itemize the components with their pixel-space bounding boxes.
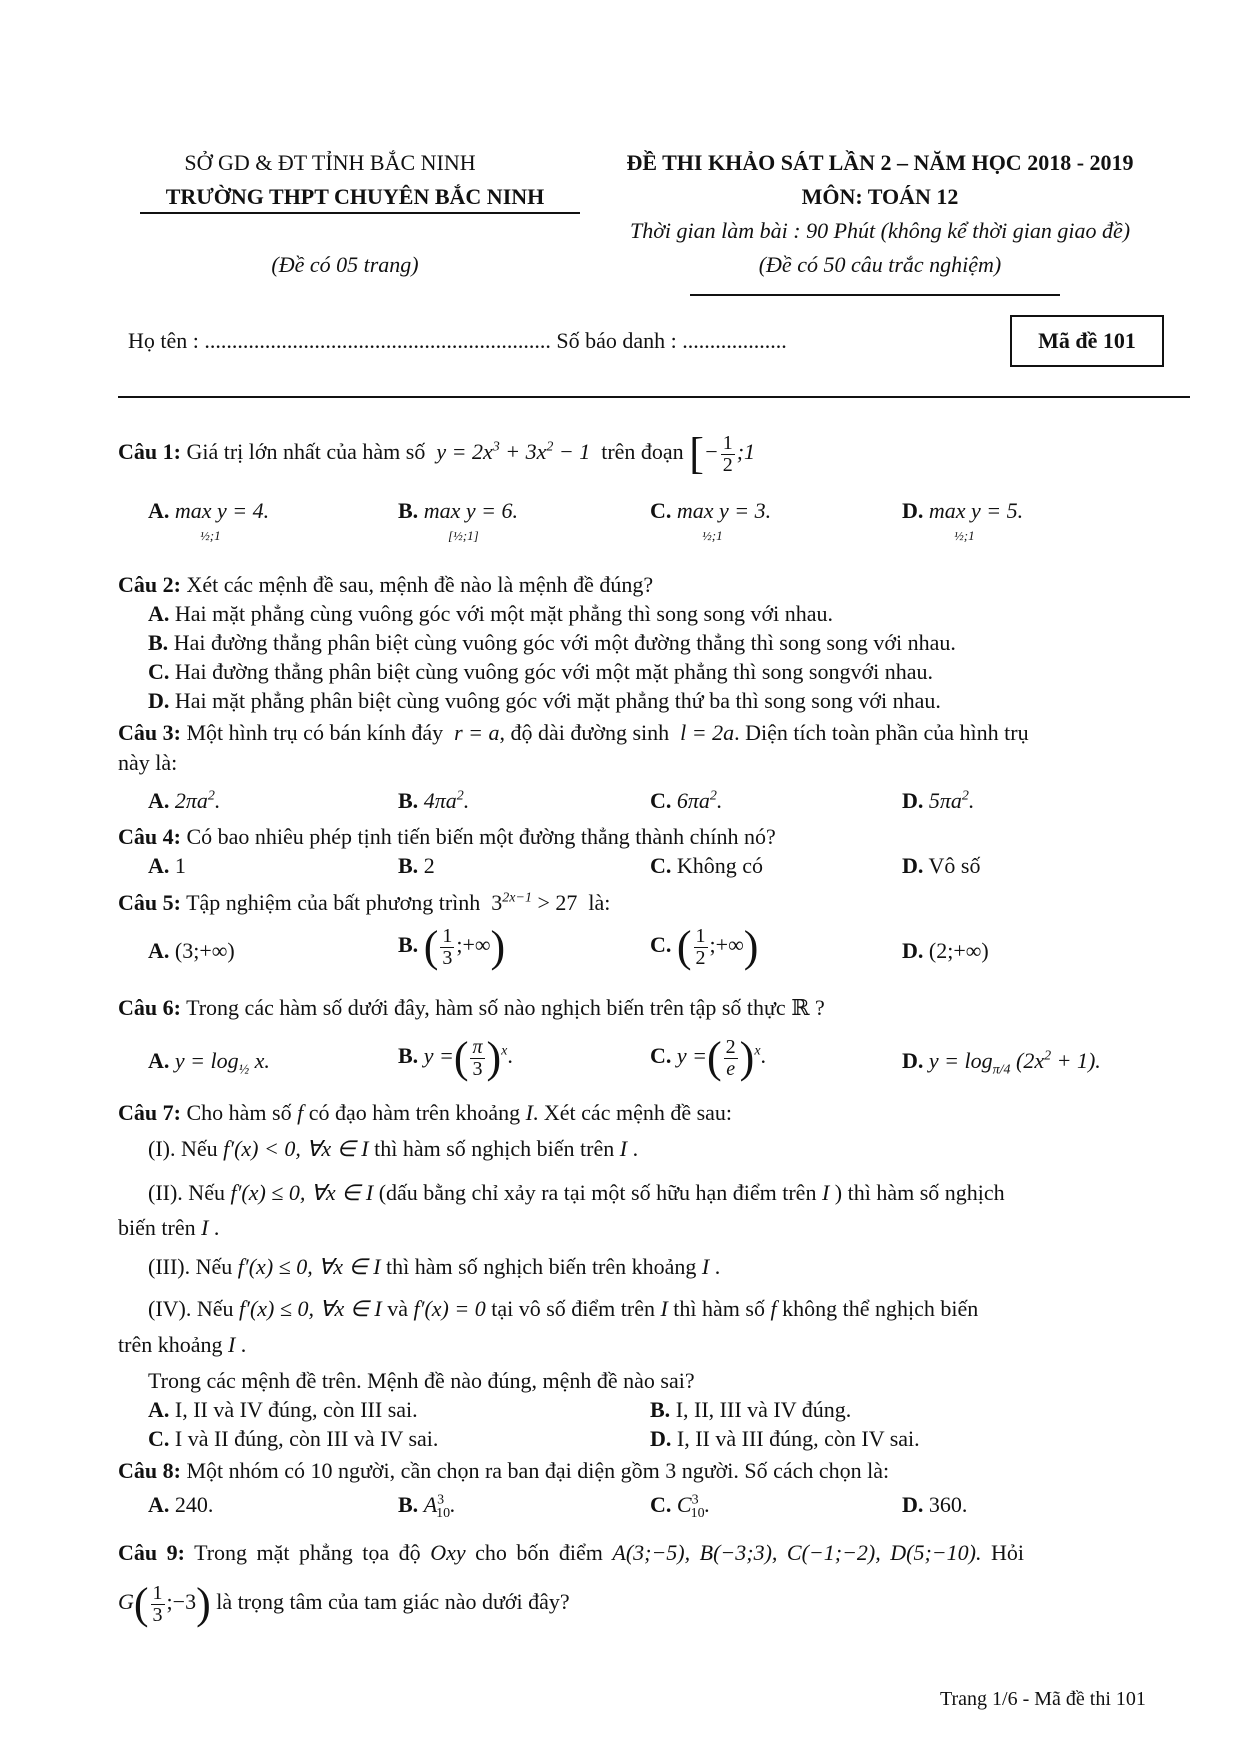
dept-name: SỞ GD & ĐT TỈNH BẮC NINH: [184, 150, 476, 175]
q2-option-a[interactable]: A. Hai mặt phẳng cùng vuông góc với một mặt phẳng thì song song với nhau.: [148, 601, 834, 626]
q5-option-a[interactable]: A. (3;+∞): [148, 938, 235, 963]
q2-option-d[interactable]: D. Hai mặt phẳng phân biệt cùng vuông góc với mặt phẳng thứ ba thì song song với nhau.: [148, 688, 941, 713]
q8-option-d[interactable]: D. 360.: [902, 1492, 968, 1517]
q4-option-d[interactable]: D. Vô số: [902, 853, 981, 878]
q6-option-c[interactable]: C. y =( $\frac{2}{e}$ )$^x$.: [650, 1033, 767, 1082]
q5-option-c[interactable]: C. ( $\frac{1}{2}$ ;+∞): [650, 922, 759, 971]
q6-option-d[interactable]: D. $y = \log_{\pi/4} (2x^2 + 1)$.: [902, 1048, 1101, 1078]
q7-statement-3: (III). Nếu f′(x) ≤ 0, ∀x ∈ I thì hàm số nghịch biến trên khoảng I .: [148, 1254, 721, 1279]
question-1: Câu 1: Giá trị lớn nhất của hàm số $y = 2x^3 + 3x^2 - 1$ trên đoạn [− $\frac{1}{2}$ ;1: [118, 429, 756, 478]
q8-option-c[interactable]: C. $C^3_{10}$.: [650, 1492, 711, 1522]
q1-option-a[interactable]: A. max y = 4.: [148, 498, 270, 523]
q7-statement-4: (IV). Nếu f′(x) ≤ 0, ∀x ∈ I và f′(x) = 0 tại vô số điểm trên I thì hàm số f không thể nghịch biến: [148, 1296, 979, 1321]
q4-option-a[interactable]: A. 1: [148, 853, 186, 878]
q1-a-subscript: ½;1: [200, 528, 221, 543]
q3-option-a[interactable]: A. $2\pi a^2$.: [148, 788, 221, 813]
q7-statement-1: (I). Nếu f′(x) < 0, ∀x ∈ I thì hàm số nghịch biến trên I .: [148, 1136, 639, 1161]
question-9: Câu 9: Trong mặt phẳng tọa độ Oxy cho bốn điểm A(3;−5), B(−3;3), C(−1;−2), D(5;−10). Hỏi: [118, 1540, 1024, 1565]
q7-option-a[interactable]: A. I, II và IV đúng, còn III sai.: [148, 1397, 418, 1422]
question-2: Câu 2: Xét các mệnh đề sau, mệnh đề nào là mệnh đề đúng?: [118, 572, 654, 597]
q8-option-b[interactable]: B. $A^3_{10}$.: [398, 1492, 456, 1522]
q6-option-a[interactable]: A. $y = \log_{\frac{1}{2}} x$.: [148, 1048, 270, 1078]
question-6: Câu 6: Trong các hàm số dưới đây, hàm số nào nghịch biến trên tập số thực ℝ ?: [118, 995, 825, 1020]
subject: MÔN: TOÁN 12: [801, 184, 959, 209]
q5-option-d[interactable]: D. (2;+∞): [902, 938, 989, 963]
q7-option-c[interactable]: C. I và II đúng, còn III và IV sai.: [148, 1426, 439, 1451]
exam-time: Thời gian làm bài : 90 Phút (không kể thời gian giao đề): [629, 218, 1131, 243]
questions-note: (Đề có 50 câu trắc nghiệm): [758, 252, 1002, 277]
question-9-cont: G( $\frac{1}{3}$ ;−3) là trọng tâm của tam giác nào dưới đây?: [118, 1579, 570, 1628]
pages-note: (Đề có 05 trang): [271, 252, 419, 277]
question-8: Câu 8: Một nhóm có 10 người, cần chọn ra ban đại diện gồm 3 người. Số cách chọn là:: [118, 1458, 890, 1483]
header-divider: [118, 396, 1190, 398]
q7-prompt: Trong các mệnh đề trên. Mệnh đề nào đúng, mệnh đề nào sai?: [148, 1368, 695, 1393]
name-field: Họ tên : ............................................................... Số báo danh : ...................: [128, 328, 787, 353]
question-3-cont: này là:: [118, 750, 178, 775]
question-5: Câu 5: Tập nghiệm của bất phương trình $3^{2x-1} > 27$ là:: [118, 890, 611, 915]
q5-option-b[interactable]: B. ( $\frac{1}{3}$ ;+∞): [398, 922, 506, 971]
q8-option-a[interactable]: A. 240.: [148, 1492, 214, 1517]
q1-b-subscript: [½;1]: [448, 528, 479, 543]
q7-statement-2: (II). Nếu f′(x) ≤ 0, ∀x ∈ I (dấu bằng chỉ xảy ra tại một số hữu hạn điểm trên I ) thì hàm số nghịch: [148, 1180, 1005, 1205]
q4-option-c[interactable]: C. Không có: [650, 853, 764, 878]
q2-option-c[interactable]: C. Hai đường thẳng phân biệt cùng vuông góc với một mặt phẳng thì song songvới nhau.: [148, 659, 933, 684]
q1-option-c[interactable]: C. max y = 3.: [650, 498, 772, 523]
q2-option-b[interactable]: B. Hai đường thẳng phân biệt cùng vuông góc với một đường thẳng thì song song với nhau.: [148, 630, 956, 655]
q3-option-b[interactable]: B. $4\pi a^2$.: [398, 788, 470, 813]
school-name: TRƯỜNG THPT CHUYÊN BẮC NINH: [165, 184, 545, 209]
q1-c-subscript: ½;1: [702, 528, 723, 543]
q7-statement-4-cont: trên khoảng I .: [118, 1332, 247, 1357]
exam-title: ĐỀ THI KHẢO SÁT LẦN 2 – NĂM HỌC 2018 - 2019: [626, 150, 1134, 175]
q1-option-d[interactable]: D. max y = 5.: [902, 498, 1024, 523]
q6-option-b[interactable]: B. y =( $\frac{\pi}{3}$ )$^x$.: [398, 1033, 513, 1082]
question-3: Câu 3: Một hình trụ có bán kính đáy r = a, độ dài đường sinh l = 2a. Diện tích toàn phần của hình trụ: [118, 720, 1029, 745]
exam-code-box: Mã đề 101: [1010, 315, 1164, 367]
page-footer: Trang 1/6 - Mã đề thi 101: [940, 1688, 1146, 1710]
q3-option-d[interactable]: D. $5\pi a^2$.: [902, 788, 975, 813]
q7-statement-2-cont: biến trên I .: [118, 1215, 220, 1240]
school-underline: [140, 212, 580, 214]
q7-option-b[interactable]: B. I, II, III và IV đúng.: [650, 1397, 852, 1422]
q1-option-b[interactable]: B. max y = 6.: [398, 498, 518, 523]
q1-d-subscript: ½;1: [954, 528, 975, 543]
title-underline: [690, 294, 1060, 296]
q4-option-b[interactable]: B. 2: [398, 853, 435, 878]
q3-option-c[interactable]: C. $6\pi a^2$.: [650, 788, 723, 813]
question-7: Câu 7: Cho hàm số f có đạo hàm trên khoảng I. Xét các mệnh đề sau:: [118, 1100, 733, 1125]
question-4: Câu 4: Có bao nhiêu phép tịnh tiến biến một đường thẳng thành chính nó?: [118, 824, 776, 849]
q7-option-d[interactable]: D. I, II và III đúng, còn IV sai.: [650, 1426, 920, 1451]
